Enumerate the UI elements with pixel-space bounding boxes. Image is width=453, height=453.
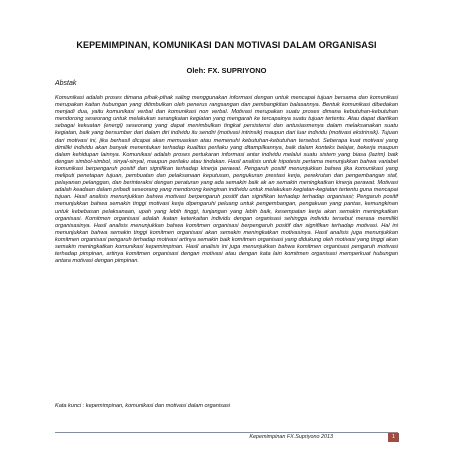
abstract-heading: Abstak <box>55 80 77 87</box>
footer-rule <box>55 432 398 433</box>
document-title: KEPEMIMPINAN, KOMUNIKASI DAN MOTIVASI DALAM ORGANISASI <box>76 40 377 50</box>
document-author: Oleh: FX. SUPRIYONO <box>186 66 267 75</box>
footer-running-text: Kepemimpinan FX.Supriyono 2013 <box>249 434 333 440</box>
page-number-badge: 1 <box>388 433 399 442</box>
keywords-line: Kata kunci : kepemimpinan, komunikasi dan motivasi dalam organisasi <box>55 403 231 409</box>
abstract-body: Komunikasi adalah proses dimana pihak-pihak saling menggunakan informasi dengan untuk mencapai tujuan bersama dan komunikasi merupakan kaitan hubungan yang ditimbulkan oleh penerus rangsangan dan pembangkitan balasannya. Bentuk komunikasi dibedakan menjadi dua, yaitu komunikasi verbal dan komunikasi non verbal. Motivasi merupakan suatu proses dimana kebutuhan-kebutuhan mendorong seseorang untuk melakukan serangkaian kegiatan yang mengarah ke tercapainya suatu tujuan tertentu. Atau dapat diartikan sebagai kekuatan (energi) seseorang yang dapat menimbulkan tingkat persistensi dan antusiasmenya dalam melaksanakan suatu kegiatan, baik yang bersumber dari dalam diri individu itu sendiri (motivasi intrinsik) maupun dari luar individu (motivasi ekstrinsik). Tujuan dari motivasi ini, jika berhasil dicapai akan memuaskan atau memenuhi kebutuhan-kebutuhan tersebut. Seberapa kuat motivasi yang dimiliki individu akan banyak menentukan terhadap kualitas perilaku yang ditampilkannya, baik dalam konteks belajar, bekerja maupun dalam kehidupan lainnya. Komunikasi adalah proses pertukaran informasi antar individu melalui suatu sistem yang biasa (lazim) baik dengan simbol-simbol, sinyal-sinyal, maupun perilaku atau tindakan. Hasil analisis untuk hipotesis pertama menunjukkan bahwa variabel komunikasi berpengaruh positif dan signifikan terhadap kinerja perawat. Pengaruh positif menunjukkan bahwa jika komunikasi yang meliputi penetapan tujuan, pembuatan dan pelaksanaan keputusan, pengukuran prestasi kerja, perekrutan dan pengembangan staf, pelayanan pelanggan, dan berinteraksi dengan peraturan yang ada semakin baik ak an semakin meningkatkan kinerja perawat. Motivasi adalah keadaan dalam pribadi seseorang yang mendorong keinginan individu untuk melakukan kegiatan-kegiatan tertentu guna mencapai tujuan. Hasil analisis menunjukkan bahwa motivasi berpengaruh positif dan signifikan terhadap terhadap organisasi; Pengaruh positif menunjukkan bahwa semakin tinggi motivasi kerja dipengaruhi peluang untuk pengembangan, pengakuan yang pantas, kemungkinan untuk kebebasan pelaksanaan, upah yang lebih tinggi, tunjangan yang lebih baik, kesempatan kerja akan semakin meningkatkan organisasi. Komitmen organisasi adalah ikatan keterkaitan individu dengan organisasi sehingga individu tersebut merasa memiliki organisasinya. Hasil analisis menunjukkan bahwa komitmen organisasi berpengaruh positif dan signifikan terhadap motivasi. Hal ini menunjukkan bahwa semakin tinggi komitmen organisasi akan semakin meningkatkan motivasinya. Hasil analisis juga menunjukkan komitmen organisasi pengaruh terhadap motivasi artinya semakin baik komitmen organisasi yang didukung oleh motivasi yang tinggi akan semakin meningkatkan komunikasi kepemimpinan. Hasil analisis ini juga menunjukkan bahwa komitmen organisasi pengaruh motivasi terhadap pimpinan, artinya komitmen organisasi dengan motivasi atau dengan kata lain komitmen organisasi memperkuat hubungan antara motivasi dengan pimpinan. <box>55 95 398 265</box>
